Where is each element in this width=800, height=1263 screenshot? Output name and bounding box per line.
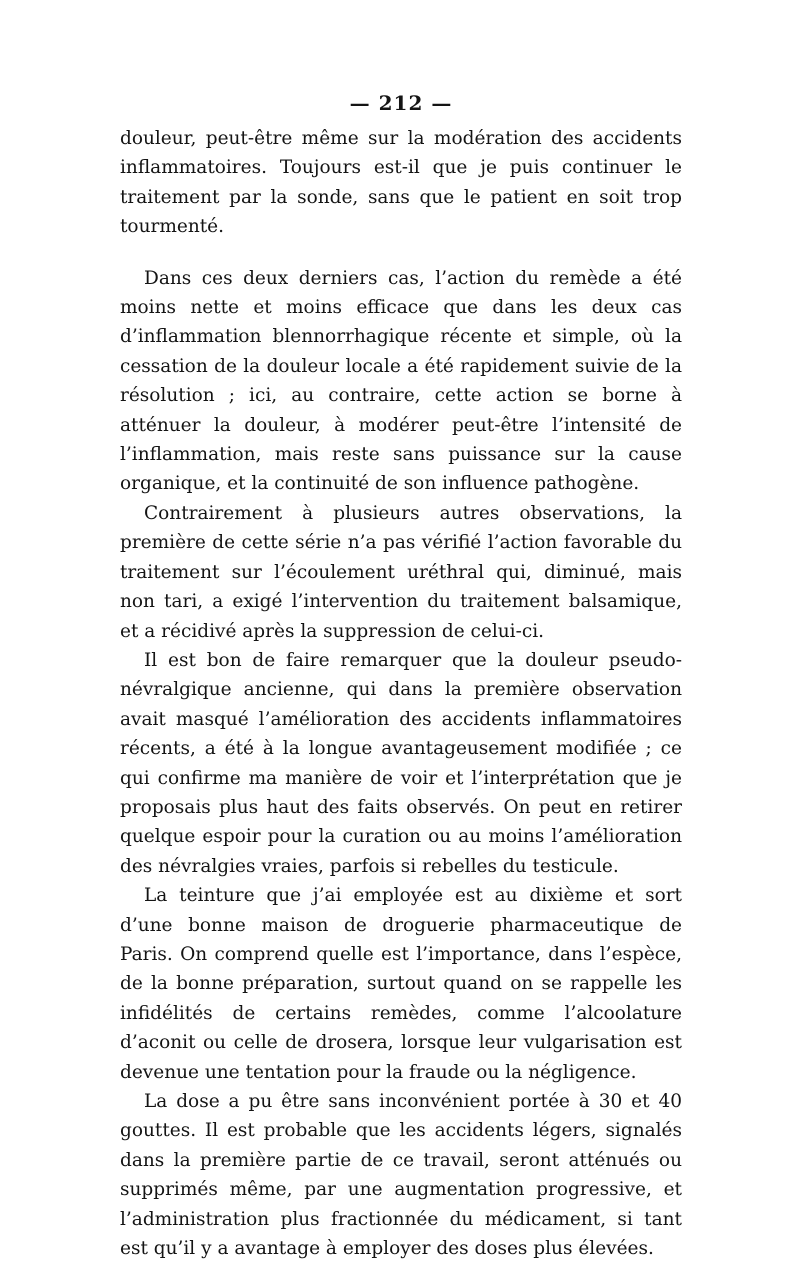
paragraph-dose: La dose a pu être sans inconvénient portée à 30 et 40 gouttes. Il est probable que les accidents légers, signalés dans la première partie de ce travail, seront atténués ou supprimés même, par une augmentation progressive, et l’administration plus fractionnée du médicament, si tant est qu’il y a avantage à employer des doses plus élevées. [120, 1091, 682, 1260]
page-number: — 212 — [349, 91, 453, 115]
book-page [120, 88, 682, 1263]
paragraph-teinture: La teinture que j’ai employée est au dixième et sort d’une bonne maison de droguerie pharmaceutique de Paris. On comprend quelle est l’importance, dans l’espèce, de la bonne préparation, surtout quand on se rappelle les infidélités de certains remèdes, comme l’alcoolature d’aconit ou celle de drosera, lorsque leur vulgarisation est devenue une tentation pour la fraude ou la négligence. [120, 885, 682, 1083]
paragraph-continued: douleur, peut-être même sur la modération des accidents inflammatoires. Toujours est-il que je puis continuer le traitement par la sonde, sans que le patient en soit trop tourmenté. [120, 128, 682, 238]
paragraph-contrairement: Contrairement à plusieurs autres observations, la première de cette série n’a pas vérifié l’action favorable du traitement sur l’écoulement uréthral qui, diminué, mais non tari, a exigé l’intervention du traitement balsamique, et a récidivé après la suppression de celui-ci. [120, 502, 682, 642]
paragraph-action-du-remede: Dans ces deux derniers cas, l’action du remède a été moins nette et moins efficace que dans les deux cas d’inflammation blennorrhagique récente et simple, où la cessation de la douleur locale a été rapidement suivie de la résolution ; ici, au contraire, cette action se borne à atténuer la douleur, à modérer peut-être l’intensité de l’inflammation, mais reste sans puissance sur la cause organique, et la continuité de son influence pathogène. [120, 267, 682, 495]
paragraph-douleur-pseudo-nevralgique: Il est bon de faire remarquer que la douleur pseudo-névralgique ancienne, qui dans la première observation avait masqué l’amélioration des accidents inflammatoires récents, a été à la longue avantageusement modifiée ; ce qui confirme ma manière de voir et l’interprétation que je proposais plus haut des faits observés. On peut en retirer quelque espoir pour la curation ou au moins l’amélioration des névralgies vraies, parfois si rebelles du testicule. [120, 649, 682, 877]
